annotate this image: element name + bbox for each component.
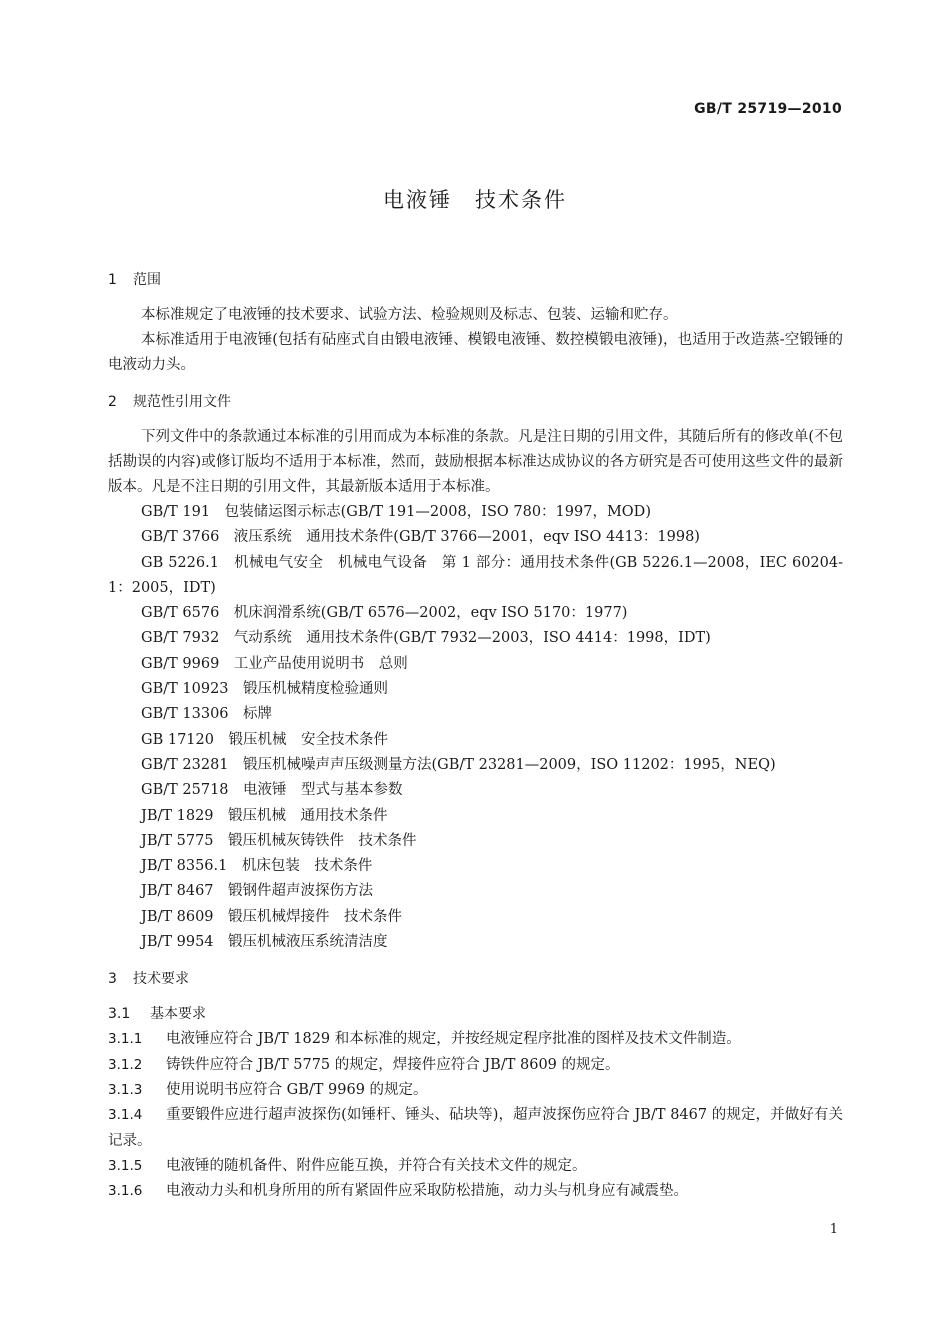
section-number: 2 — [108, 394, 117, 410]
reference-item: GB/T 9969 工业产品使用说明书 总则 — [141, 655, 408, 672]
clause-text: 重要锻件应进行超声波探伤(如锤杆、锤头、砧块等)，超声波探伤应符合 JB/T 8467 的规定，并做好有关记录。 — [108, 1107, 843, 1149]
clause-text: 电液锤的随机备件、附件应能互换，并符合有关技术文件的规定。 — [166, 1157, 587, 1174]
document-body — [108, 268, 843, 1204]
section-title: 范围 — [133, 272, 161, 288]
section-number: 1 — [108, 272, 117, 288]
clause-text: 使用说明书应符合 GB/T 9969 的规定。 — [166, 1081, 428, 1098]
subsection-number: 3.1 — [108, 1006, 131, 1023]
section-heading-scope — [108, 268, 843, 293]
section-title: 技术要求 — [133, 971, 189, 988]
clause — [108, 1179, 843, 1204]
reference-item: JB/T 8356.1 机床包装 技术条件 — [141, 858, 373, 875]
reference-item: GB/T 6576 机床润滑系统(GB/T 6576—2002，eqv ISO 5170：1977) — [141, 605, 628, 622]
reference-item: GB 17120 锻压机械 安全技术条件 — [141, 731, 388, 748]
reference-item: GB/T 191 包装储运图示标志(GB/T 191—2008，ISO 780：1997，MOD) — [141, 504, 651, 520]
document-title: 电液锤 技术条件 — [383, 188, 567, 212]
clause-number: 3.1.3 — [108, 1081, 143, 1098]
clause-number: 3.1.5 — [108, 1157, 143, 1174]
clause — [108, 1053, 843, 1078]
reference-item: JB/T 9954 锻压机械液压系统清洁度 — [141, 934, 388, 951]
standard-code: GB/T 25719—2010 — [694, 101, 842, 117]
reference-item: GB/T 23281 锻压机械噪声声压级测量方法(GB/T 23281—2009，ISO 11202：1995，NEQ) — [141, 756, 776, 773]
reference-list — [108, 500, 843, 955]
reference-item: JB/T 1829 锻压机械 通用技术条件 — [141, 807, 388, 824]
section-heading-technical-requirements — [108, 967, 843, 992]
clause-number: 3.1.6 — [108, 1183, 143, 1200]
clause — [108, 1078, 843, 1103]
clause-text: 铸铁件应符合 JB/T 5775 的规定，焊接件应符合 JB/T 8609 的规定。 — [166, 1056, 620, 1073]
clause-text: 电液锤应符合 JB/T 1829 和本标准的规定，并按经规定程序批准的图样及技术文件制造。 — [166, 1031, 741, 1048]
page-number: 1 — [829, 1222, 838, 1237]
clause — [108, 1154, 843, 1179]
section-number: 3 — [108, 971, 117, 988]
clause-number: 3.1.1 — [108, 1031, 143, 1048]
section-title: 规范性引用文件 — [133, 394, 231, 410]
section-heading-normative-references — [108, 390, 843, 415]
reference-item: GB/T 7932 气动系统 通用技术条件(GB/T 7932—2003，ISO 4414：1998，IDT) — [141, 630, 711, 647]
clause-text: 电液动力头和机身所用的所有紧固件应采取防松措施，动力头与机身应有减震垫。 — [166, 1183, 688, 1200]
reference-item: GB/T 13306 标牌 — [141, 706, 273, 723]
paragraph: 本标准规定了电液锤的技术要求、试验方法、检验规则及标志、包装、运输和贮存。 — [141, 307, 678, 323]
reference-item: GB 5226.1 机械电气安全 机械电气设备 第 1 部分：通用技术条件(GB 5226.1—2008，IEC 60204-1：2005，IDT) — [108, 554, 843, 596]
reference-item: GB/T 10923 锻压机械精度检验通则 — [141, 681, 389, 698]
subsection-heading-basic-requirements — [108, 1002, 843, 1027]
reference-item: JB/T 8609 锻压机械焊接件 技术条件 — [141, 908, 403, 925]
paragraph: 下列文件中的条款通过本标准的引用而成为本标准的条款。凡是注日期的引用文件，其随后所有的修改单(不包括勘误的内容)或修订版均不适用于本标准，然而，鼓励根据本标准达成协议的各方研究是否可使用这些文件的最新版本。凡是不注日期的引用文件，其最新版本适用于本标准。 — [108, 429, 843, 495]
clause-number: 3.1.4 — [108, 1107, 143, 1124]
reference-item: JB/T 8467 锻钢件超声波探伤方法 — [141, 883, 374, 900]
clause-number: 3.1.2 — [108, 1056, 143, 1073]
reference-item: JB/T 5775 锻压机械灰铸铁件 技术条件 — [141, 832, 417, 849]
clause — [108, 1027, 843, 1052]
subsection-title: 基本要求 — [150, 1006, 206, 1023]
reference-item: GB/T 25718 电液锤 型式与基本参数 — [141, 782, 403, 799]
paragraph: 本标准适用于电液锤(包括有砧座式自由锻电液锤、模锻电液锤、数控模锻电液锤)，也适用于改造蒸-空锻锤的电液动力头。 — [108, 332, 843, 373]
clause — [108, 1103, 843, 1154]
reference-item: GB/T 3766 液压系统 通用技术条件(GB/T 3766—2001，eqv ISO 4413：1998) — [141, 529, 700, 546]
